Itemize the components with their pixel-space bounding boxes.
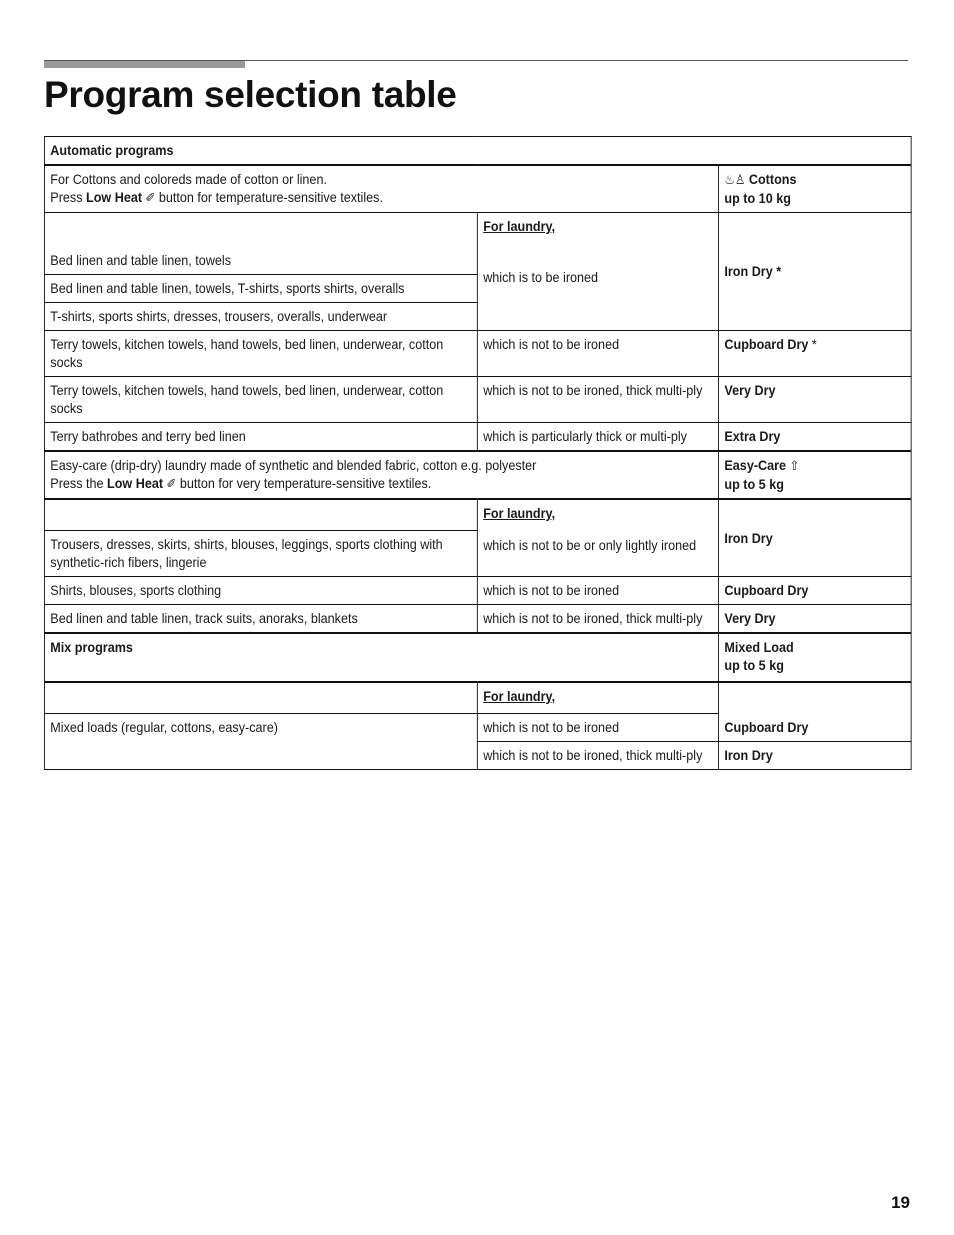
condition-cell [477, 213, 718, 331]
low-heat-icon: ✐ [145, 190, 156, 205]
laundry-cell-empty [44, 499, 477, 531]
result-cell: Very Dry [719, 605, 912, 634]
condition-cell: which is not to be ironed [477, 577, 718, 605]
table-row [44, 377, 911, 423]
laundry-cell-empty [44, 682, 477, 714]
top-accent-bar [44, 61, 245, 68]
easycare-description [44, 451, 718, 499]
laundry-cell: T-shirts, sports shirts, dresses, trousers, overalls, underwear [44, 303, 477, 331]
cottons-program-name: Cottons [748, 171, 797, 187]
low-heat-label: Low Heat [86, 189, 143, 205]
mix-program-load: up to 5 kg [724, 657, 784, 673]
cottons-desc-line1: For Cottons and coloreds made of cotton or linen. [50, 171, 327, 187]
result-cell: Cupboard Dry [719, 682, 912, 742]
cottons-program [719, 165, 912, 213]
for-laundry-label: For laundry, [477, 682, 718, 714]
program-selection-table [44, 136, 912, 770]
page-number: 19 [891, 1193, 910, 1212]
mix-programs-header: Mix programs [44, 633, 718, 682]
laundry-cell: Terry bathrobes and terry bed linen [44, 423, 477, 452]
laundry-cell: Mixed loads (regular, cottons, easy-care) [44, 714, 477, 770]
easycare-desc-suffix: button for very temperature-sensitive textiles. [176, 475, 432, 491]
table-row [44, 423, 911, 452]
laundry-cell: Bed linen and table linen, towels, T-shirts, sports shirts, overalls [44, 275, 477, 303]
first-condition: which is not to be or only lightly ironed [483, 537, 697, 553]
mix-header-row [44, 633, 911, 682]
table-row [44, 577, 911, 605]
result-suffix: * [808, 336, 817, 352]
condition-cell: which is particularly thick or multi-ply [477, 423, 718, 452]
shirt-symbols-icon: ♨♙ [724, 172, 746, 187]
cottons-description-row [44, 165, 911, 213]
easycare-desc-line1: Easy-care (drip-dry) laundry made of synthetic and blended fabric, cotton e.g. polyester [50, 457, 537, 473]
easycare-program-load: up to 5 kg [724, 476, 784, 492]
automatic-programs-header: Automatic programs [44, 137, 911, 166]
mix-program-name: Mixed Load [724, 639, 794, 655]
result-cell: Extra Dry [719, 423, 912, 452]
result-cell: Very Dry [719, 377, 912, 423]
easycare-program-name: Easy-Care [724, 457, 787, 473]
cottons-program-load: up to 10 kg [724, 190, 791, 206]
table-row [44, 213, 911, 275]
condition-cell [477, 499, 718, 577]
condition-cell: which is not to be ironed [477, 331, 718, 377]
for-laundry-label: For laundry, [483, 505, 556, 521]
laundry-cell: Bed linen and table linen, track suits, anoraks, blankets [44, 605, 477, 634]
easy-care-icon: ⇧ [789, 458, 800, 473]
page-title: Program selection table [44, 74, 457, 115]
easycare-desc-prefix: Press the [50, 475, 108, 491]
easycare-description-row [44, 451, 911, 499]
cottons-desc-prefix: Press [50, 189, 87, 205]
easycare-program [719, 451, 912, 499]
laundry-cell: Trousers, dresses, skirts, shirts, blouses, leggings, sports clothing with synthetic-rich fibers, lingerie [44, 531, 477, 577]
laundry-cell: Terry towels, kitchen towels, hand towels, bed linen, underwear, cotton socks [44, 377, 477, 423]
result-cell: Iron Dry [719, 742, 912, 770]
cottons-description [44, 165, 718, 213]
result-cell: Iron Dry [719, 499, 912, 577]
condition-cell: which is not to be ironed [477, 714, 718, 742]
table-row [44, 499, 911, 531]
iron-dry-result: Iron Dry * [719, 213, 912, 331]
condition-cell: which is not to be ironed, thick multi-ply [477, 742, 718, 770]
laundry-cell: Shirts, blouses, sports clothing [44, 577, 477, 605]
laundry-cell: Bed linen and table linen, towels [44, 213, 477, 275]
table-row [44, 331, 911, 377]
condition-cell: which is not to be ironed, thick multi-ply [477, 605, 718, 634]
result-cell [719, 331, 912, 377]
result-label: Cupboard Dry [724, 336, 809, 352]
low-heat-icon: ✐ [166, 476, 177, 491]
table-row [44, 682, 911, 714]
table-row [44, 605, 911, 634]
iron-condition: which is to be ironed [483, 269, 599, 285]
automatic-header-row [44, 137, 911, 166]
laundry-cell: Terry towels, kitchen towels, hand towels, bed linen, underwear, cotton socks [44, 331, 477, 377]
condition-cell: which is not to be ironed, thick multi-ply [477, 377, 718, 423]
for-laundry-label: For laundry, [483, 218, 556, 234]
cottons-desc-suffix: button for temperature-sensitive textiles. [155, 189, 383, 205]
result-cell: Cupboard Dry [719, 577, 912, 605]
mix-program [719, 633, 912, 682]
low-heat-label: Low Heat [107, 475, 164, 491]
